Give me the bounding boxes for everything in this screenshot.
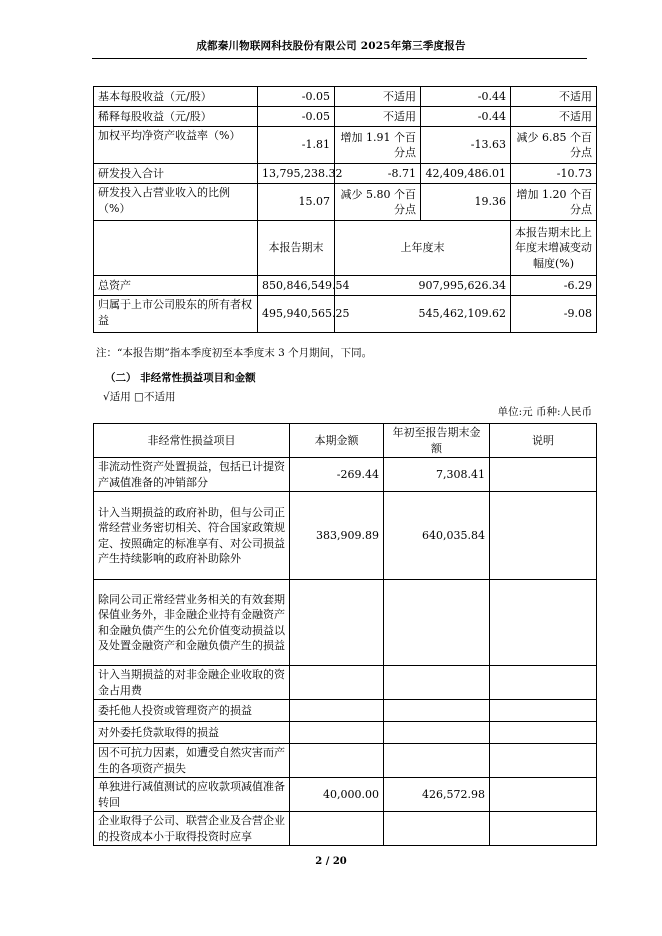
cell-value [290,700,384,722]
table-row [94,580,597,666]
cell-value [490,722,597,744]
cell-value [290,666,384,700]
cell-value [490,778,597,812]
cell-value: -1.81 [258,127,335,164]
cell-value: 640,035.84 [384,492,490,580]
row-label: 稀释每股收益（元/股） [94,107,258,127]
row-label: 研发投入合计 [94,164,258,184]
table-row [94,458,597,492]
cell-value: 减少 6.85 个百分点 [511,127,597,164]
non-recurring-gains-table [93,423,597,846]
column-header: 本报告期末比上年度末增减变动幅度(%) [511,221,597,276]
cell-value: -10.73 [511,164,597,184]
cell-value [290,812,384,846]
cell-value: -6.29 [511,276,597,296]
cell-value [490,580,597,666]
column-header: 年初至报告期末金额 [384,424,490,458]
column-header: 本期金额 [290,424,384,458]
page-number: 2 / 20 [315,856,347,867]
column-header: 说明 [490,424,597,458]
cell-value: 不适用 [511,107,597,127]
cell-value [290,744,384,778]
header-empty-cell [94,221,258,276]
cell-value [384,744,490,778]
row-label: 除同公司正常经营业务相关的有效套期保值业务外，非金融企业持有金融资产和金融负债产生的公允价值变动损益以及处置金融资产和金融负债产生的损益 [94,580,290,666]
row-label: 加权平均净资产收益率（%） [94,127,258,164]
financial-indicators-table [93,86,597,333]
cell-value: 不适用 [335,107,421,127]
cell-value [384,666,490,700]
cell-value: 426,572.98 [384,778,490,812]
cell-value: 7,308.41 [384,458,490,492]
cell-value: -13.63 [421,127,511,164]
table-row [94,812,597,846]
cell-value [290,580,384,666]
cell-value: 不适用 [335,87,421,107]
table-row [94,184,597,221]
cell-value: 545,462,109.62 [335,296,511,333]
cell-value: -8.71 [335,164,421,184]
table-header-row [94,424,597,458]
row-label: 归属于上市公司股东的所有者权益 [94,296,258,333]
cell-value [384,722,490,744]
table-row [94,296,597,333]
table-row [94,492,597,580]
cell-value: 383,909.89 [290,492,384,580]
table-row [94,778,597,812]
page-header-title: 成都秦川物联网科技股份有限公司 2025年第三季度报告 [196,40,466,52]
row-label: 非流动性资产处置损益，包括已计提资产减值准备的冲销部分 [94,458,290,492]
cell-value: 850,846,549.54 [258,276,335,296]
cell-value [490,700,597,722]
row-label: 委托他人投资或管理资产的损益 [94,700,290,722]
cell-value: -0.44 [421,107,511,127]
table-row [94,700,597,722]
unit-label: 单位:元 币种:人民币 [497,406,592,418]
cell-value [490,812,597,846]
table-note: 注：“本报告期”指本季度初至本季度末 3 个月期间，下同。 [96,347,373,359]
cell-value: 不适用 [511,87,597,107]
cell-value [490,744,597,778]
table-row [94,666,597,700]
column-header: 本报告期末 [258,221,335,276]
cell-value: 增加 1.91 个百分点 [335,127,421,164]
table-row [94,107,597,127]
row-label: 单独进行减值测试的应收款项减值准备转回 [94,778,290,812]
table-row [94,164,597,184]
row-label: 对外委托贷款取得的损益 [94,722,290,744]
table-row [94,87,597,107]
column-header: 上年度末 [335,221,511,276]
cell-value: 减少 5.80 个百分点 [335,184,421,221]
row-label: 计入当期损益的对非金融企业收取的资金占用费 [94,666,290,700]
cell-value: -9.08 [511,296,597,333]
section-title: （二） 非经常性损益项目和金额 [105,372,256,384]
applicability-checkbox: √适用 □不适用 [103,391,176,403]
cell-value: 42,409,486.01 [421,164,511,184]
table-row [94,744,597,778]
cell-value: 907,995,626.34 [335,276,511,296]
cell-value [490,666,597,700]
table-row [94,127,597,164]
table-row [94,722,597,744]
cell-value [384,812,490,846]
cell-value: -0.05 [258,87,335,107]
cell-value: 增加 1.20 个百分点 [511,184,597,221]
row-label: 总资产 [94,276,258,296]
header-rule [92,58,587,59]
cell-value [384,700,490,722]
cell-value: -0.05 [258,107,335,127]
cell-value: 495,940,565.25 [258,296,335,333]
table-row [94,276,597,296]
cell-value: 40,000.00 [290,778,384,812]
cell-value [490,458,597,492]
cell-value [384,580,490,666]
cell-value: 15.07 [258,184,335,221]
row-label: 计入当期损益的政府补助，但与公司正常经营业务密切相关、符合国家政策规定、按照确定的标准享有、对公司损益产生持续影响的政府补助除外 [94,492,290,580]
cell-value: 19.36 [421,184,511,221]
row-label: 因不可抗力因素，如遭受自然灾害而产生的各项资产损失 [94,744,290,778]
row-label: 企业取得子公司、联营企业及合营企业的投资成本小于取得投资时应享 [94,812,290,846]
row-label: 基本每股收益（元/股） [94,87,258,107]
cell-value [490,492,597,580]
row-label: 研发投入占营业收入的比例（%） [94,184,258,221]
cell-value: -0.44 [421,87,511,107]
cell-value: -269.44 [290,458,384,492]
cell-value [290,722,384,744]
cell-value: 13,795,238.32 [258,164,335,184]
table-header-row [94,221,597,276]
column-header: 非经常性损益项目 [94,424,290,458]
